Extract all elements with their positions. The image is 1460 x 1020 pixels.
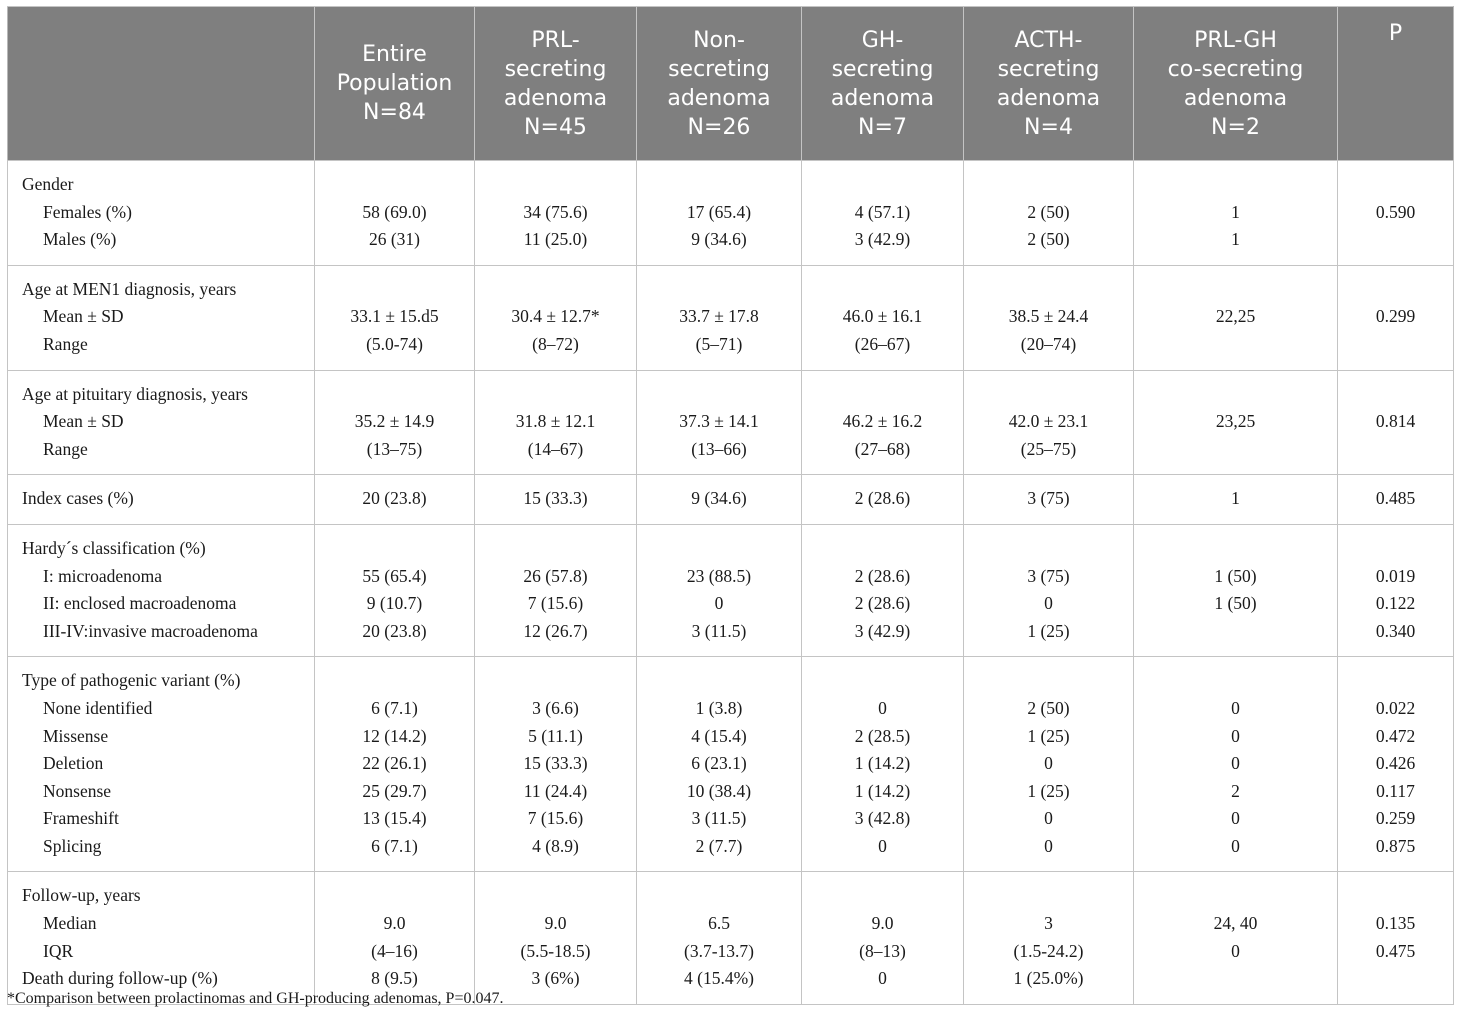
value-cell: [475, 161, 637, 266]
cell-value: [637, 882, 801, 910]
row-sublabel: Deletion: [43, 753, 104, 774]
value-cell: [802, 657, 964, 872]
column-header-line: adenoma: [667, 85, 771, 111]
column-header-line: Entire: [362, 42, 427, 67]
cell-value: (3.7-13.7): [684, 940, 754, 961]
value-cell: [802, 370, 964, 475]
cell-value: (8–13): [859, 940, 906, 961]
value-cell: [802, 872, 964, 1004]
cell-value: 0.475: [1375, 940, 1416, 961]
value-cell: [637, 657, 802, 872]
value-cell: [802, 265, 964, 370]
cell-value: 2 (50): [1027, 201, 1070, 222]
p-value-cell: [1338, 265, 1454, 370]
row-sublabel: Males (%): [43, 229, 117, 250]
value-cell: [475, 370, 637, 475]
cell-value: 3: [1044, 913, 1053, 934]
cell-value: [637, 171, 801, 199]
cell-value: [1338, 331, 1453, 359]
cell-value: [475, 381, 636, 409]
cell-value: (5–71): [695, 333, 743, 354]
cell-value: 11 (24.4): [523, 780, 588, 801]
cell-value: 3 (42.9): [854, 620, 911, 641]
cell-value: 23,25: [1215, 411, 1256, 432]
row-label: Follow-up, years: [22, 885, 141, 906]
value-cell: [964, 265, 1134, 370]
row-sublabel: Range: [43, 438, 88, 459]
cell-value: [1134, 381, 1337, 409]
cell-value: 3 (75): [1027, 488, 1070, 509]
column-header-line: GH-: [861, 27, 904, 53]
cell-value: 9 (34.6): [691, 488, 747, 509]
cell-value: 0: [1231, 808, 1240, 829]
cell-value: 33.7 ± 17.8: [679, 306, 759, 327]
table-row: [8, 872, 1454, 1004]
table-row: [8, 370, 1454, 475]
cell-value: 0: [1044, 835, 1053, 856]
value-cell: [1134, 872, 1338, 1004]
cell-value: [1134, 618, 1337, 646]
cell-value: 1 (25): [1027, 620, 1070, 641]
cell-value: (25–75): [1020, 438, 1077, 459]
value-cell: [475, 657, 637, 872]
cell-value: (5.5-18.5): [520, 940, 591, 961]
cell-value: 1 (14.2): [854, 780, 911, 801]
cell-value: 9.0: [383, 913, 406, 934]
value-cell: [637, 475, 802, 525]
cell-value: [315, 276, 474, 304]
cell-value: [637, 535, 801, 563]
cell-value: 1 (14.2): [854, 753, 911, 774]
cell-value: 26 (57.8): [523, 565, 588, 586]
table-header-row: [8, 7, 1454, 161]
cell-value: 6 (23.1): [691, 753, 747, 774]
cell-value: 7 (15.6): [527, 593, 584, 614]
value-cell: [637, 524, 802, 656]
cell-value: 4 (15.4%): [684, 968, 754, 989]
cell-value: 0: [1231, 753, 1240, 774]
value-cell: [315, 265, 475, 370]
cell-value: 0.590: [1375, 201, 1416, 222]
data-table: [7, 6, 1454, 1005]
cell-value: 0: [1044, 808, 1053, 829]
cell-value: 9 (34.6): [691, 229, 747, 250]
cell-value: 1: [1231, 488, 1240, 509]
column-header-line: adenoma: [503, 85, 608, 111]
cell-value: [315, 381, 474, 409]
column-header: [1134, 7, 1338, 161]
cell-value: (20–74): [1020, 333, 1077, 354]
cell-value: 2 (28.6): [854, 565, 911, 586]
column-header-line: Population: [336, 71, 453, 96]
table-row: [8, 161, 1454, 266]
cell-value: 0: [1044, 753, 1053, 774]
value-cell: [1134, 657, 1338, 872]
column-header-line: secreting: [997, 56, 1100, 82]
row-label: Death during follow-up (%): [22, 968, 218, 989]
cell-value: [802, 171, 963, 199]
value-cell: [637, 872, 802, 1004]
cell-value: 20 (23.8): [362, 620, 427, 641]
cell-value: [802, 882, 963, 910]
cell-value: 10 (38.4): [686, 780, 752, 801]
cell-value: 9.0: [544, 913, 567, 934]
cell-value: 2 (50): [1027, 229, 1070, 250]
cell-value: 3 (11.5): [691, 808, 747, 829]
cell-value: [475, 535, 636, 563]
value-cell: [315, 872, 475, 1004]
cell-value: 0: [878, 968, 887, 989]
table-footnote: *Comparison between prolactinomas and GH-producing adenomas, P=0.047.: [7, 990, 504, 1007]
p-value-cell: [1338, 161, 1454, 266]
cell-value: [315, 882, 474, 910]
row-sublabel: None identified: [43, 697, 153, 718]
cell-value: 17 (65.4): [686, 201, 752, 222]
cell-value: 3 (75): [1027, 565, 1070, 586]
cell-value: (8–72): [532, 333, 579, 354]
cell-value: 26 (31): [368, 229, 421, 250]
value-cell: [1134, 161, 1338, 266]
value-cell: [475, 475, 637, 525]
cell-value: 23 (88.5): [686, 565, 752, 586]
cell-value: [964, 381, 1133, 409]
row-sublabel: Mean ± SD: [43, 411, 124, 432]
cell-value: 1: [1231, 201, 1240, 222]
value-cell: [964, 475, 1134, 525]
cell-value: 0: [1231, 697, 1240, 718]
value-cell: [1134, 475, 1338, 525]
table-row: [8, 265, 1454, 370]
cell-value: [802, 535, 963, 563]
cell-value: [1338, 226, 1453, 254]
cell-value: [637, 276, 801, 304]
value-cell: [802, 161, 964, 266]
row-sublabel: Range: [43, 333, 88, 354]
value-cell: [637, 370, 802, 475]
row-label-cell: [8, 161, 315, 266]
value-cell: [475, 524, 637, 656]
value-cell: [315, 370, 475, 475]
value-cell: [637, 161, 802, 266]
cell-value: 38.5 ± 24.4: [1008, 306, 1089, 327]
column-header: [802, 7, 964, 161]
cell-value: 2 (28.5): [854, 725, 911, 746]
row-label: Age at pituitary diagnosis, years: [22, 383, 248, 404]
cell-value: [315, 535, 474, 563]
cell-value: 0.117: [1376, 780, 1415, 801]
cell-value: 24, 40: [1213, 913, 1258, 934]
cell-value: (5.0-74): [366, 333, 423, 354]
value-cell: [315, 475, 475, 525]
table-row: [8, 657, 1454, 872]
cell-value: [1338, 381, 1453, 409]
cell-value: 0.485: [1375, 488, 1416, 509]
cell-value: 1 (50): [1214, 593, 1257, 614]
table-row: [8, 524, 1454, 656]
value-cell: [964, 524, 1134, 656]
cell-value: [475, 882, 636, 910]
row-label-cell: [8, 872, 315, 1004]
row-label-cell: [8, 657, 315, 872]
cell-value: 1 (25.0%): [1013, 968, 1084, 989]
cell-value: [802, 381, 963, 409]
row-sublabel: Nonsense: [43, 780, 112, 801]
value-cell: [1134, 370, 1338, 475]
cell-value: [802, 276, 963, 304]
column-header-line: N=84: [363, 100, 426, 125]
column-header-line: adenoma: [996, 85, 1101, 111]
cell-value: [802, 667, 963, 695]
cell-value: [1134, 331, 1337, 359]
row-sublabel: Missense: [43, 725, 109, 746]
cell-value: [1134, 667, 1337, 695]
row-label: Age at MEN1 diagnosis, years: [22, 278, 237, 299]
p-value-cell: [1338, 524, 1454, 656]
column-header-line: N=26: [687, 114, 751, 140]
cell-value: 0: [878, 835, 887, 856]
row-label-cell: [8, 265, 315, 370]
column-header: [315, 7, 475, 161]
cell-value: [1134, 965, 1337, 993]
cell-value: [1338, 436, 1453, 464]
cell-value: [1338, 667, 1453, 695]
cell-value: 0: [714, 593, 724, 614]
cell-value: (14–67): [527, 438, 584, 459]
cell-value: 2: [1231, 780, 1240, 801]
cell-value: 46.0 ± 16.1: [842, 306, 923, 327]
row-label: Gender: [22, 174, 74, 194]
cell-value: 6 (7.1): [371, 697, 418, 718]
value-cell: [802, 475, 964, 525]
cell-value: 12 (14.2): [362, 725, 427, 746]
cell-value: [475, 171, 636, 199]
cell-value: 3 (42.8): [854, 808, 911, 829]
cell-value: 3 (11.5): [691, 620, 747, 641]
cell-value: [315, 667, 474, 695]
cell-value: 0.019: [1375, 565, 1416, 586]
row-sublabel: Median: [43, 913, 97, 934]
column-header-line: secreting: [831, 56, 934, 82]
cell-value: 5 (11.1): [528, 725, 583, 746]
row-sublabel: Frameshift: [43, 808, 119, 829]
cell-value: [1134, 276, 1337, 304]
cell-value: 6.5: [708, 913, 730, 934]
cell-value: 1 (50): [1214, 565, 1257, 586]
cell-value: 0.875: [1375, 835, 1416, 856]
cell-value: 2 (28.6): [854, 593, 911, 614]
cell-value: 1 (25): [1027, 725, 1070, 746]
row-label-cell: [8, 524, 315, 656]
row-label: Hardy´s classification (%): [22, 537, 206, 558]
cell-value: 4 (15.4): [691, 725, 747, 746]
cell-value: 31.8 ± 12.1: [515, 411, 596, 432]
value-cell: [475, 265, 637, 370]
header-cell-blank: [8, 7, 315, 161]
row-sublabel: II: enclosed macroadenoma: [43, 593, 237, 614]
cell-value: 2 (50): [1027, 697, 1070, 718]
column-header-line: N=45: [524, 114, 587, 140]
cell-value: 0.814: [1375, 411, 1416, 432]
cell-value: 0: [1231, 940, 1240, 961]
cell-value: 0.340: [1375, 620, 1416, 641]
row-sublabel: III-IV:invasive macroadenoma: [43, 620, 258, 641]
p-value-cell: [1338, 872, 1454, 1004]
cell-value: 0: [1044, 593, 1053, 614]
cell-value: 3 (6.6): [532, 697, 579, 718]
column-header-line: N=7: [858, 114, 907, 140]
column-header-line: N=4: [1024, 114, 1073, 140]
column-header: [475, 7, 637, 161]
row-sublabel: Splicing: [43, 835, 102, 856]
cell-value: 55 (65.4): [362, 565, 427, 586]
cell-value: 0: [1231, 725, 1240, 746]
header-cell-p: [1338, 7, 1454, 161]
cell-value: [637, 667, 801, 695]
cell-value: (1.5-24.2): [1013, 940, 1084, 961]
cell-value: (26–67): [854, 333, 911, 354]
value-cell: [964, 161, 1134, 266]
cell-value: 20 (23.8): [362, 488, 427, 509]
cell-value: (4–16): [371, 940, 418, 961]
value-cell: [1134, 524, 1338, 656]
cell-value: 1 (25): [1027, 780, 1070, 801]
cell-value: 0.426: [1375, 753, 1416, 774]
cell-value: [475, 667, 636, 695]
cell-value: 37.3 ± 14.1: [679, 411, 759, 432]
cell-value: 4 (8.9): [532, 835, 579, 856]
cell-value: [1338, 882, 1453, 910]
value-cell: [964, 872, 1134, 1004]
row-label-cell: [8, 475, 315, 525]
p-value-cell: [1338, 657, 1454, 872]
cell-value: 0.122: [1375, 593, 1416, 614]
cell-value: [1134, 882, 1337, 910]
cell-value: [964, 535, 1133, 563]
cell-value: [637, 381, 801, 409]
cell-value: [315, 171, 474, 199]
p-value-cell: [1338, 370, 1454, 475]
cell-value: 58 (69.0): [362, 201, 427, 222]
cell-value: (13–66): [691, 438, 747, 459]
cell-value: [1338, 276, 1453, 304]
cell-value: 0: [878, 697, 887, 718]
cell-value: [1134, 535, 1337, 563]
cell-value: [1338, 171, 1453, 199]
column-header-line: PRL-: [531, 27, 580, 53]
cell-value: [1134, 436, 1337, 464]
column-header-line: adenoma: [830, 85, 935, 111]
cell-value: 12 (26.7): [523, 620, 588, 641]
table-row: [8, 475, 1454, 525]
value-cell: [315, 161, 475, 266]
column-header-line: N=2: [1211, 114, 1260, 140]
cell-value: 15 (33.3): [523, 488, 588, 509]
cell-value: 46.2 ± 16.2: [842, 411, 923, 432]
cell-value: 3 (42.9): [854, 229, 911, 250]
cell-value: 9 (10.7): [366, 593, 423, 614]
column-header-line: secreting: [504, 56, 607, 82]
column-header-line: P: [1388, 21, 1403, 46]
row-label: Index cases (%): [22, 488, 134, 509]
cell-value: 9.0: [871, 913, 894, 934]
cell-value: 7 (15.6): [527, 808, 584, 829]
value-cell: [315, 524, 475, 656]
row-sublabel: I: microadenoma: [43, 565, 163, 586]
column-header: [964, 7, 1134, 161]
cell-value: 13 (15.4): [362, 808, 427, 829]
cell-value: [964, 882, 1133, 910]
cell-value: 22,25: [1215, 306, 1256, 327]
cell-value: [1338, 535, 1453, 563]
cell-value: [1134, 171, 1337, 199]
value-cell: [475, 872, 637, 1004]
column-header-line: ACTH-: [1014, 27, 1083, 53]
p-value-cell: [1338, 475, 1454, 525]
column-header-line: adenoma: [1183, 85, 1288, 111]
cell-value: [475, 276, 636, 304]
cell-value: 2 (28.6): [854, 488, 911, 509]
cell-value: 22 (26.1): [362, 753, 427, 774]
column-header-line: PRL-GH: [1194, 27, 1277, 53]
column-header-line: secreting: [668, 56, 770, 82]
cell-value: [964, 276, 1133, 304]
row-sublabel: Mean ± SD: [43, 306, 124, 327]
cell-value: 8 (9.5): [371, 968, 418, 989]
cell-value: 3 (6%): [531, 968, 580, 989]
row-sublabel: IQR: [43, 940, 74, 961]
column-header-line: Non-: [693, 27, 745, 53]
cell-value: 34 (75.6): [523, 201, 588, 222]
cell-value: [1338, 965, 1453, 993]
cell-value: 35.2 ± 14.9: [354, 411, 435, 432]
row-label: Type of pathogenic variant (%): [22, 670, 241, 691]
value-cell: [964, 657, 1134, 872]
column-header-line: co-secreting: [1167, 56, 1304, 82]
cell-value: 42.0 ± 23.1: [1008, 411, 1089, 432]
cell-value: 1 (3.8): [695, 697, 743, 718]
cell-value: 33.1 ± 15.d5: [350, 306, 439, 327]
row-sublabel: Females (%): [43, 201, 132, 222]
cell-value: [964, 171, 1133, 199]
cell-value: (27–68): [854, 438, 911, 459]
cell-value: 6 (7.1): [371, 835, 418, 856]
cell-value: 0.022: [1375, 697, 1416, 718]
value-cell: [802, 524, 964, 656]
column-header: [637, 7, 802, 161]
cell-value: (13–75): [366, 438, 423, 459]
cell-value: 30.4 ± 12.7*: [511, 306, 600, 327]
cell-value: [964, 667, 1133, 695]
cell-value: 0.259: [1375, 808, 1416, 829]
value-cell: [315, 657, 475, 872]
cell-value: 0.135: [1375, 913, 1416, 934]
cell-value: 4 (57.1): [854, 201, 911, 222]
cell-value: 1: [1231, 229, 1240, 250]
cell-value: 2 (7.7): [695, 835, 743, 856]
cell-value: 15 (33.3): [523, 753, 588, 774]
cell-value: 0.472: [1375, 725, 1416, 746]
cell-value: 11 (25.0): [523, 229, 588, 250]
cell-value: 0: [1231, 835, 1240, 856]
cell-value: 25 (29.7): [362, 780, 427, 801]
value-cell: [1134, 265, 1338, 370]
row-label-cell: [8, 370, 315, 475]
value-cell: [637, 265, 802, 370]
value-cell: [964, 370, 1134, 475]
cell-value: 0.299: [1375, 306, 1416, 327]
